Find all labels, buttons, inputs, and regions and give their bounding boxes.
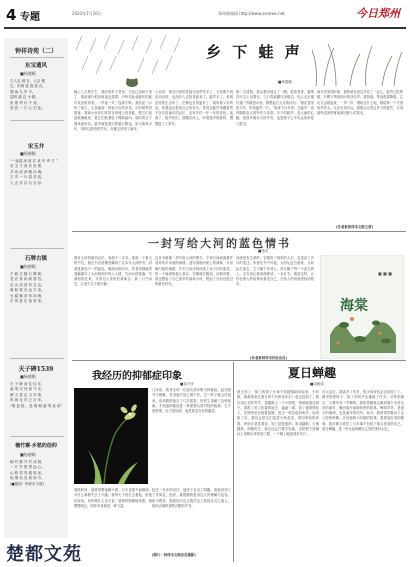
poem-author: ■杨德顺 [20, 374, 36, 379]
newspaper-logo: 今日郑州 [356, 7, 400, 20]
poem-line: 回 首 一 片 心 归 处。 [10, 106, 45, 111]
poem-line: 炊 烟 袅 袅 到 如 今。 [10, 476, 45, 481]
poem-line: 碑 文 犹 记 当 年 事， [10, 392, 45, 397]
column-divider [233, 362, 234, 562]
header-website: 郑州新闻网 http://www.zznews.net [218, 11, 285, 16]
poem-line: “一壶清 冽 汲 井 泉 中 秀 才 ” [10, 159, 58, 163]
grass-illustration [306, 36, 406, 88]
poem-body [10, 159, 64, 186]
svg-text:■ ■ ■: ■ ■ ■ [378, 271, 392, 276]
poem-author: ■杨德顺 [20, 71, 36, 76]
article-byline: ■杨光 [258, 249, 269, 253]
poem-title: 东宝遗风 [24, 63, 47, 69]
sidebar-divider [10, 120, 64, 121]
poem-line: 天 子 碑 前 忆 往 年， [10, 382, 45, 386]
orchid-photo [74, 388, 148, 484]
poem-line: 古人去 城 在，人去 楼 [10, 79, 45, 83]
section-title: 专题 [20, 12, 40, 23]
poem-title: 石牌古镇 [24, 256, 47, 262]
article-byline: ■杨德顺 [278, 80, 292, 84]
poem-line: 楠 竹 寨 外 竹 成 林， [10, 460, 45, 464]
book-title: 海棠 [340, 298, 368, 314]
supplement-brand: 楚都文苑 [6, 544, 82, 565]
poem-body [10, 79, 64, 111]
article-body-column: 那段时间，他常常整夜睡不着，白天也提不起精神，对什么事都失去了兴趣。我每天下班后去看他，陪他说说话，有时候什么也不说，就那样静静地坐着。我慢慢明白，陪伴本身就是一种力量。 [74, 488, 152, 508]
article-body-column: 河流是有生命的，它哺育了两岸的人们，也见证了岁月的变迁。作者在书中写道，大河从远古流来，又向远方流去，它不属于任何人，却又属于每一个爱它的人。这句话让我深深感动。一本好书，就是这样，让你在别人的故事里看见自己，在别人的河流里找到故乡。 [236, 256, 314, 287]
poem-line: 寂 寞 华 灯 千 寿， [10, 100, 41, 105]
sidebar-divider [10, 358, 64, 359]
sidebar-divider [10, 57, 64, 58]
poem-line: 汉 水 滔 滔 东 去 也， [10, 282, 45, 287]
poem-line: 豆 腐 飘 香 传 四 海， [10, 293, 45, 298]
article-body-column: 晚上七点钟左右，我回到乡下老家。天色已经暗下来了，屋前那片稻田被夜色笼罩，只听见此起彼伏的蛙声从田里传来，一声接一声，连绵不断。我站在门口听了很久，心里涌起一种说不出的亲切。小时候每到夏夜，我和小伙伴们常常在田埂上捉青蛙，把它们放进玻璃瓶里，看它们鼓着肚子呱呱地叫。那时的日子简单而快乐，蛙声就是我们的夏日歌谣。如今离家多年，再听这熟悉的声音，仿佛又回到了童年。 [74, 90, 152, 132]
poem-line: “明 显 陵 ，是 明 朝 嘉 靖 皇 帝” [10, 403, 63, 408]
poem-body [10, 460, 64, 487]
poem-body [10, 272, 64, 304]
article-body-column: 经过一年多的治疗，他终于走出了阴霾，重新回到了工作岗位。他说，最感谢的是身边人的理解与包容。如今想来，那段经历也让我学会了如何去关心他人，如何去倾听那些沉默的声音。 [152, 488, 231, 508]
poem-body [10, 382, 64, 409]
article-body-column: 我对大河的最初记忆，来源于一本书。那是一个夏天的午后，我在书店里偶然翻到了这本写大河的书，封面是深浅不一的蓝色，像流动的河水。作者用细腻的笔触描写了大河两岸的风土人情，写河水的涨落，写渔船的往来，写河边人家的悲欢离合。我一口气读完，心里久久不能平静。 [74, 256, 152, 287]
publish-date: 2023年7月10日 [72, 11, 102, 16]
poem-line: 一 片 乡 愁 寄 远 心。 [10, 465, 45, 470]
article-divider [72, 360, 406, 361]
article-body-column: 父亲说，现在田里的青蛙比前些年多了，大家都不再乱用农药，也没有人去捉青蛙卖了。蛙声多了，说明田里的生态好了，庄稼也长得更好了。我听着父亲的话，看着远处星星点点的灯火，觉得这蛙声里藏着的不仅仅是童年的记忆，还有乡村一年一年的变化。夜深了，蛙声依旧，我躺在床上，听着窗外的蛙鸣，慢慢进入了梦乡。 [155, 90, 233, 126]
poem-line: 宋 玉 才 高 后 世 尊， [10, 164, 45, 169]
rain-illustration [72, 34, 192, 92]
poetry-sidebar [4, 38, 68, 538]
poem-line: 山 路 弯 弯 通 故 里， [10, 470, 45, 475]
article-caption: (作者系钟祥市作协会员) [250, 356, 288, 360]
poem-author: ■杨德顺 [20, 151, 36, 156]
poem-title: 天子碑1539 [18, 366, 54, 373]
poem-line: 古 亭 一 片 碧 苔 痕， [10, 175, 45, 180]
article-body-column: 离开老家的时候，我特意在田边多站了一会儿。蛙声已经停歇，只剩下风吹稻叶的沙沙声。我知道，等到夜幕降临，它们又会唱起来，一声一声，唱给这片土地，唱给每一个守望故乡的人。无论走得多远，我都会记得这乡下的蛙声，记得那些清凉的夏夜和田野上的星光。 [317, 90, 403, 116]
article-caption: (作者系钟祥市文联主席) [336, 225, 374, 229]
photo-credit: (图片：钟祥市文联会员摄影) [152, 553, 196, 557]
article-body-column: 第二天清晨，我沿着田埂走了一圈。稻苗青青，露珠在叶尖上闪着光，几只青蛙蹲在田埂边，见人走近便扑通一声跳进水里。我想起古人写的诗句：“稻花香里说丰年，听取蛙声一片。”原来千百年来，这蛙声一直伴随着农人的劳作与希望。乡下的蛙声，是大地的心跳，是故乡最动人的声音，也是游子心中永远的牵挂与思念。 [236, 90, 314, 126]
poem-line: 人 去 井 存 名 亦 存。 [10, 180, 45, 185]
poem-line: 空。东城 遗 迹 犹 存， [10, 84, 46, 89]
article-divider [72, 231, 406, 232]
article-headline: 我经历的抑郁症印象 [92, 371, 182, 382]
article-headline: 乡 下 蛙 声 [206, 43, 303, 61]
sidebar-column-title: 钟祥诗苑（二） [14, 48, 57, 55]
article-byline: ■周相成 [310, 382, 324, 386]
poem-line: 风 雨 无 声 已 百 年。 [10, 398, 45, 403]
article-headline: 一封写给大河的蓝色情书 [148, 237, 291, 250]
article-headline: 夏日蝉趣 [288, 366, 337, 380]
header-rule [4, 27, 406, 29]
poem-line: 商 船 曾 自 远 方 来。 [10, 288, 45, 293]
poem-title: 楠竹寨·乡愁的信仰 [15, 443, 57, 449]
sidebar-divider [10, 248, 64, 249]
poem-author: ■杨德顺 [20, 264, 36, 269]
poem-author: ■杨德顺 [20, 452, 36, 457]
poem-line: 老 店 青 砖 映 碧 苔。 [10, 277, 45, 282]
article-body-column: 几年前，我身边的一位朋友被诊断为抑郁症。起初我并不理解，觉得他只是心情不好，过一阵子就会好起来。直到我陪他去了几次医院，听医生讲解了这种疾病，才知道抑郁症是一种需要认真对待的疾病，它不是矫情，也不是软弱，而是真实存在的痛苦。 [152, 388, 231, 414]
article-byline: ■邹兴彦 [180, 382, 194, 386]
article-body-column: 这本书就像一封写给大河的情书，字里行间流淌着作者对故乡河流的深情。他写清晨河面上的薄雾，写傍晚归航的渔歌，写冬天结冰的河道上孩子们的欢笑。每一个画面都那么真实，仿佛就在眼前。读着读着，我也想起了自己家乡的那条小河，想起了在河边度过的童年时光。 [155, 256, 233, 287]
page-number: 4 [6, 6, 17, 24]
poem-line: 井 泉 清 冽 酿 诗 魂。 [10, 169, 45, 174]
poem-line: 古 风 犹 在 客 常 来。 [10, 299, 45, 304]
image-credit: (■插图：钟祥市文联) [10, 481, 45, 486]
sidebar-divider [10, 436, 64, 437]
poem-line: 嘉 靖 兴 邦 意 气 先。 [10, 387, 45, 392]
article-body-column: 夏天到了，树上的知了开始不知疲倦地叫起来。小时候，我最喜欢在夏日的午后和伙伴们一起去捉知了。我们用长长的竹竿，顶端绑上一个小网兜，悄悄地靠近树干，看准了知了趴着的地方，猛地一罩，知了便被网住了，在网兜里扑棱着翅膀，发出一阵急促的叫声。捉到知了后，我们会把它们放进小纸盒里，带回家给奶奶看。奶奶总是笑着说，知了是报夏的，叫得越响，天就越热。傍晚时分，我们还会打着手电筒，去树根下找刚从土里爬出来的知了猴，一个晚上能捉到好多只。 [237, 390, 319, 437]
poem-title: 宋玉井 [27, 144, 45, 150]
poem-line: 烟 雨 鸟 声 中。 [10, 89, 36, 94]
poem-line: 千 载 古 镇 石 牌 街， [10, 272, 45, 276]
article-body-column: 长大以后，我离开了家乡，很少再有机会去捉知了了。城市里的树少，知了的叫声也稀疏了许多。可每到夏天，只要听见一声蝉鸣，我的思绪就会飘回那个无忧无虑的童年，飘回那片绿荫浓密的树林。蝉鸣声声，是夏天的旋律，也是童年的回声。如今，我常常带着孩子去公园里听蝉，告诉他我小时候的故事，看着他好奇的眼神，我仿佛又看见了当年那个在树下仰头张望的自己。夏日蝉趣，是一份永远珍藏在心底的美好记忆。 [322, 390, 404, 432]
poem-line: 昆明 湖 边 小 路， [10, 95, 39, 100]
